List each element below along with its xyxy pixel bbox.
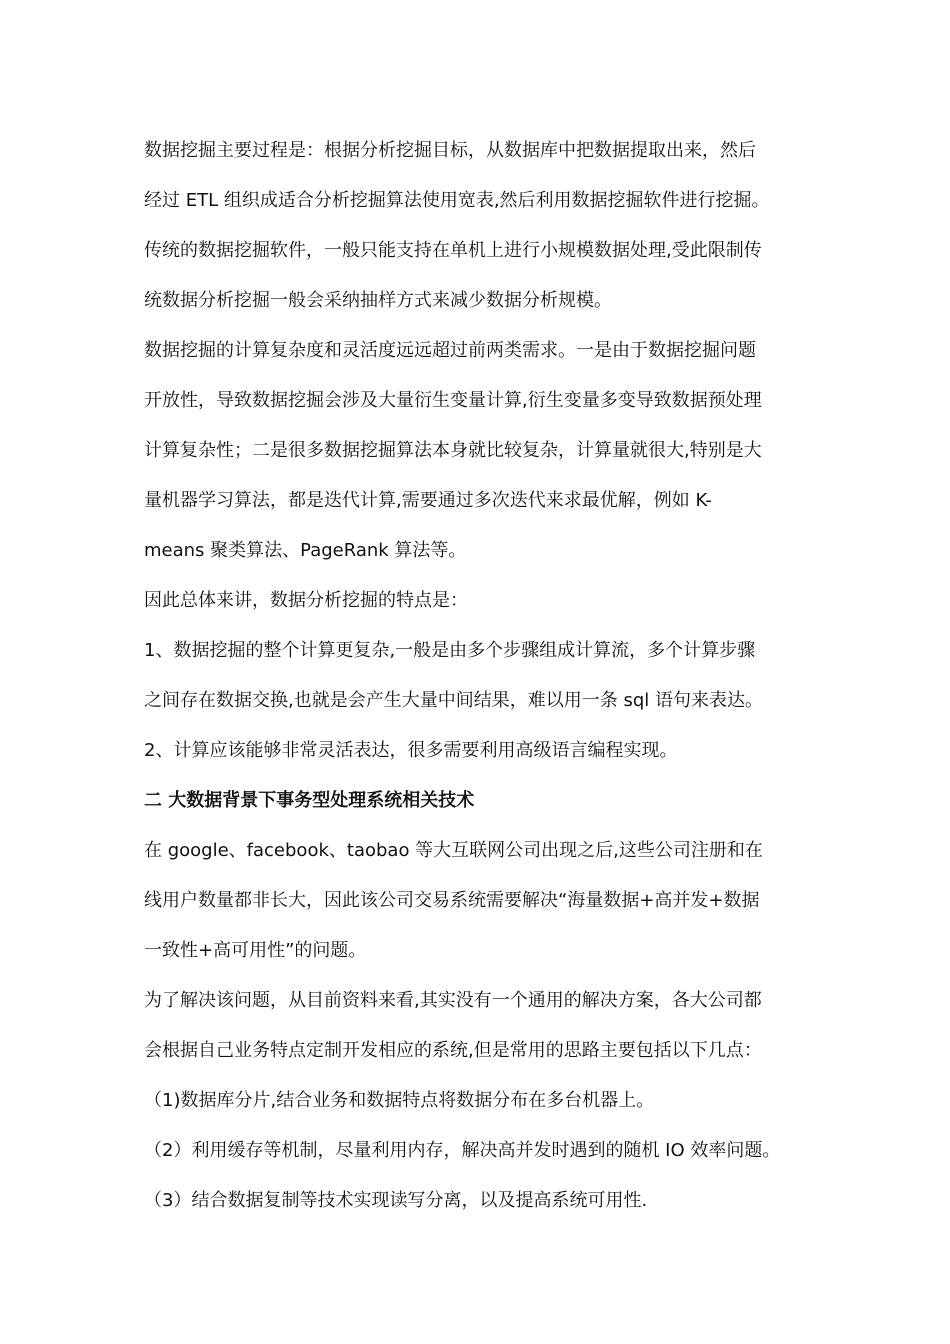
paragraph-line: 量机器学习算法，都是迭代计算,需要通过多次迭代来求最优解，例如 K- [144, 490, 712, 511]
list-item-line: 1、数据挖掘的整个计算更复杂,一般是由多个步骤组成计算流，多个计算步骤 [144, 640, 756, 661]
paragraph-line: 在 google、facebook、taobao 等大互联网公司出现之后,这些公司注册和在 [144, 840, 763, 861]
paragraph-line: 会根据自己业务特点定制开发相应的系统,但是常用的思路主要包括以下几点： [144, 1040, 762, 1061]
list-item-line: 2、计算应该能够非常灵活表达，很多需要利用高级语言编程实现。 [144, 740, 678, 761]
paragraph-line: 线用户数量都非长大，因此该公司交易系统需要解决“海量数据+高并发+数据 [144, 890, 760, 911]
section-heading: 二 大数据背景下事务型处理系统相关技术 [144, 790, 475, 811]
list-item-line: （1)数据库分片,结合业务和数据特点将数据分布在多台机器上。 [144, 1090, 655, 1111]
paragraph-line: 数据挖掘的计算复杂度和灵活度远远超过前两类需求。一是由于数据挖掘问题 [144, 340, 756, 361]
paragraph-line: 经过 ETL 组织成适合分析挖掘算法使用宽表,然后利用数据挖掘软件进行挖掘。 [144, 190, 770, 211]
paragraph-line: 因此总体来讲，数据分析挖掘的特点是： [144, 590, 468, 611]
paragraph-line: means 聚类算法、PageRank 算法等。 [144, 540, 467, 561]
paragraph-line: 为了解决该问题，从目前资料来看,其实没有一个通用的解决方案，各大公司都 [144, 990, 762, 1011]
paragraph-line: 计算复杂性；二是很多数据挖掘算法本身就比较复杂，计算量就很大,特别是大 [144, 440, 762, 461]
list-item-line: （3）结合数据复制等技术实现读写分离，以及提高系统可用性. [144, 1190, 648, 1211]
paragraph-line: 数据挖掘主要过程是：根据分析挖掘目标，从数据库中把数据提取出来，然后 [144, 140, 756, 161]
list-item-line: 之间存在数据交换,也就是会产生大量中间结果，难以用一条 sql 语句来表达。 [144, 690, 763, 711]
paragraph-line: 统数据分析挖掘一般会采纳抽样方式来减少数据分析规模。 [144, 290, 612, 311]
paragraph-line: 一致性+高可用性”的问题。 [144, 940, 367, 961]
paragraph-line: 传统的数据挖掘软件，一般只能支持在单机上进行小规模数据处理,受此限制传 [144, 240, 762, 261]
paragraph-line: 开放性，导致数据挖掘会涉及大量衍生变量计算,衍生变量多变导致数据预处理 [144, 390, 762, 411]
list-item-line: （2）利用缓存等机制，尽量利用内存，解决高并发时遇到的随机 IO 效率问题。 [144, 1140, 781, 1161]
